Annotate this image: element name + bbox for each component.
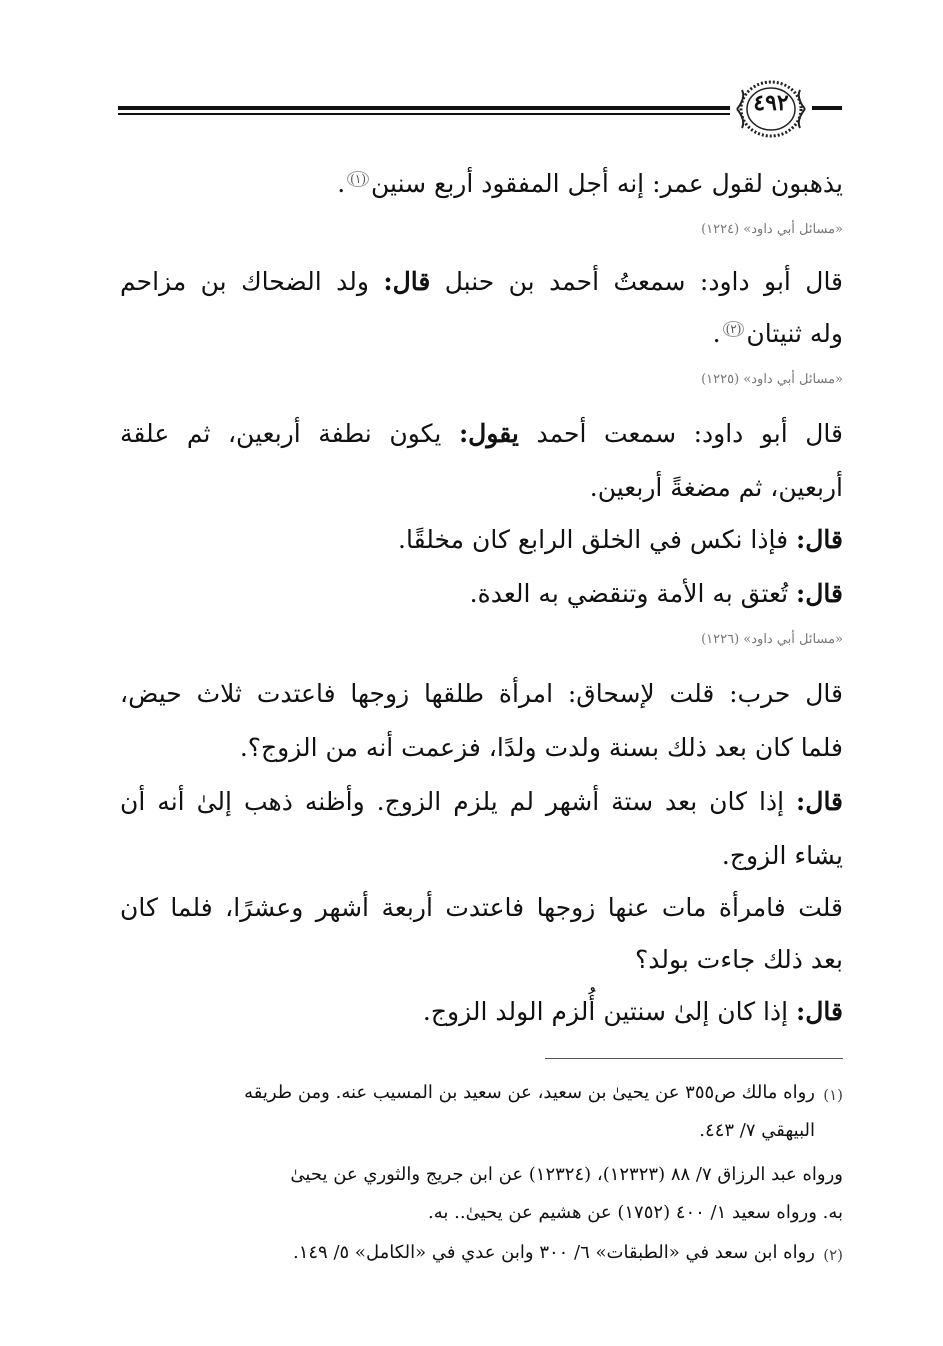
footnote-number: (٢) — [823, 1246, 843, 1264]
paragraph-1 — [337, 168, 843, 200]
source-reference: «مسائل أبي داود» (١٢٢٦) — [701, 632, 843, 647]
footnote-marker: (٢) — [723, 321, 745, 337]
paragraph-7-line-2: يشاء الزوج. — [721, 841, 843, 870]
bold-label: قال: — [383, 267, 431, 296]
text-span: وله ثنيتان — [746, 319, 843, 348]
footnote-number: (١) — [823, 1086, 843, 1104]
footnote-2-line-1: رواه ابن سعد في «الطبقات» ٦/ ٣٠٠ وابن عدي في «الكامل» ٥/ ١٤٩. — [292, 1242, 815, 1263]
footnote-1-line-4: به. ورواه سعيد ١/ ٤٠٠ (١٧٥٢) عن هشيم عن يحيىٰ.. به. — [428, 1202, 843, 1223]
page-number: ٤٩٢ — [753, 90, 789, 116]
paragraph-7-line-1 — [120, 786, 843, 818]
bold-label: قال: — [796, 579, 843, 608]
text-span: تُعتق به الأمة وتنقضي به العدة. — [469, 579, 789, 608]
source-reference: «مسائل أبي داود» (١٢٢٥) — [701, 372, 843, 387]
footnote-1-line-2: البيهقي ٧/ ٤٤٣. — [699, 1120, 815, 1141]
text-line: يذهبون لقول عمر: إنه أجل المفقود أربع سنين — [371, 169, 843, 198]
paragraph-2-line-2 — [713, 318, 843, 350]
text-span: إذا كان إلىٰ سنتين أُلزم الولد الزوج. — [422, 997, 789, 1026]
header-rule-right — [812, 106, 842, 110]
text-span: قال أبو داود: سمعت أحمد — [536, 419, 843, 448]
footnote-marker: (١) — [347, 171, 369, 187]
paragraph-5 — [470, 578, 843, 610]
text-span: إذا كان بعد ستة أشهر لم يلزم الزوج. وأظنه ذهب إلىٰ أنه أن — [120, 787, 785, 816]
text-span: يكون نطفة أربعين، ثم علقة — [120, 419, 442, 448]
bold-label: قال: — [796, 525, 843, 554]
text-span: قال أبو داود: سمعتُ أحمد بن حنبل — [444, 267, 844, 296]
paragraph-4 — [398, 524, 843, 556]
paragraph-3-line-1 — [120, 418, 843, 450]
source-reference: «مسائل أبي داود» (١٢٢٤) — [701, 222, 843, 237]
paragraph-9 — [423, 996, 843, 1028]
paragraph-8-line-1: قلت فامرأة مات عنها زوجها فاعتدت أربعة أشهر وعشرًا، فلما كان — [120, 893, 843, 922]
bold-label: يقول: — [458, 419, 519, 448]
paragraph-3-line-2: أربعين، ثم مضغةً أربعين. — [589, 473, 843, 502]
paragraph-2-line-1 — [120, 266, 843, 298]
footnote-1-line-3: ورواه عبد الرزاق ٧/ ٨٨ (١٢٣٢٣)، (١٢٣٢٤) عن ابن جريج والثوري عن يحيىٰ — [290, 1164, 843, 1185]
paragraph-6-line-1: قال حرب: قلت لإسحاق: امرأة طلقها زوجها فاعتدت ثلاث حيض، — [120, 679, 843, 708]
text-span: ولد الضحاك بن مزاحم — [120, 267, 369, 296]
footnote-separator — [545, 1058, 843, 1059]
header-rule — [118, 106, 730, 110]
bold-label: قال: — [796, 997, 843, 1026]
paragraph-8-line-2: بعد ذلك جاءت بولد؟ — [634, 945, 843, 974]
text-span: فإذا نكس في الخلق الرابع كان مخلقًا. — [398, 525, 789, 554]
footnote-1-line-1: رواه مالك ص٣٥٥ عن يحيىٰ بن سعيد، عن سعيد بن المسيب عنه. ومن طريقه — [244, 1082, 815, 1103]
paragraph-6-line-2: فلما كان بعد ذلك بسنة ولدت ولدًا، فزعمت أنه من الزوج؟. — [239, 733, 843, 762]
text-end: . — [712, 319, 721, 348]
header-rule-thin — [118, 113, 730, 115]
text-end: . — [337, 169, 346, 198]
bold-label: قال: — [796, 787, 844, 816]
